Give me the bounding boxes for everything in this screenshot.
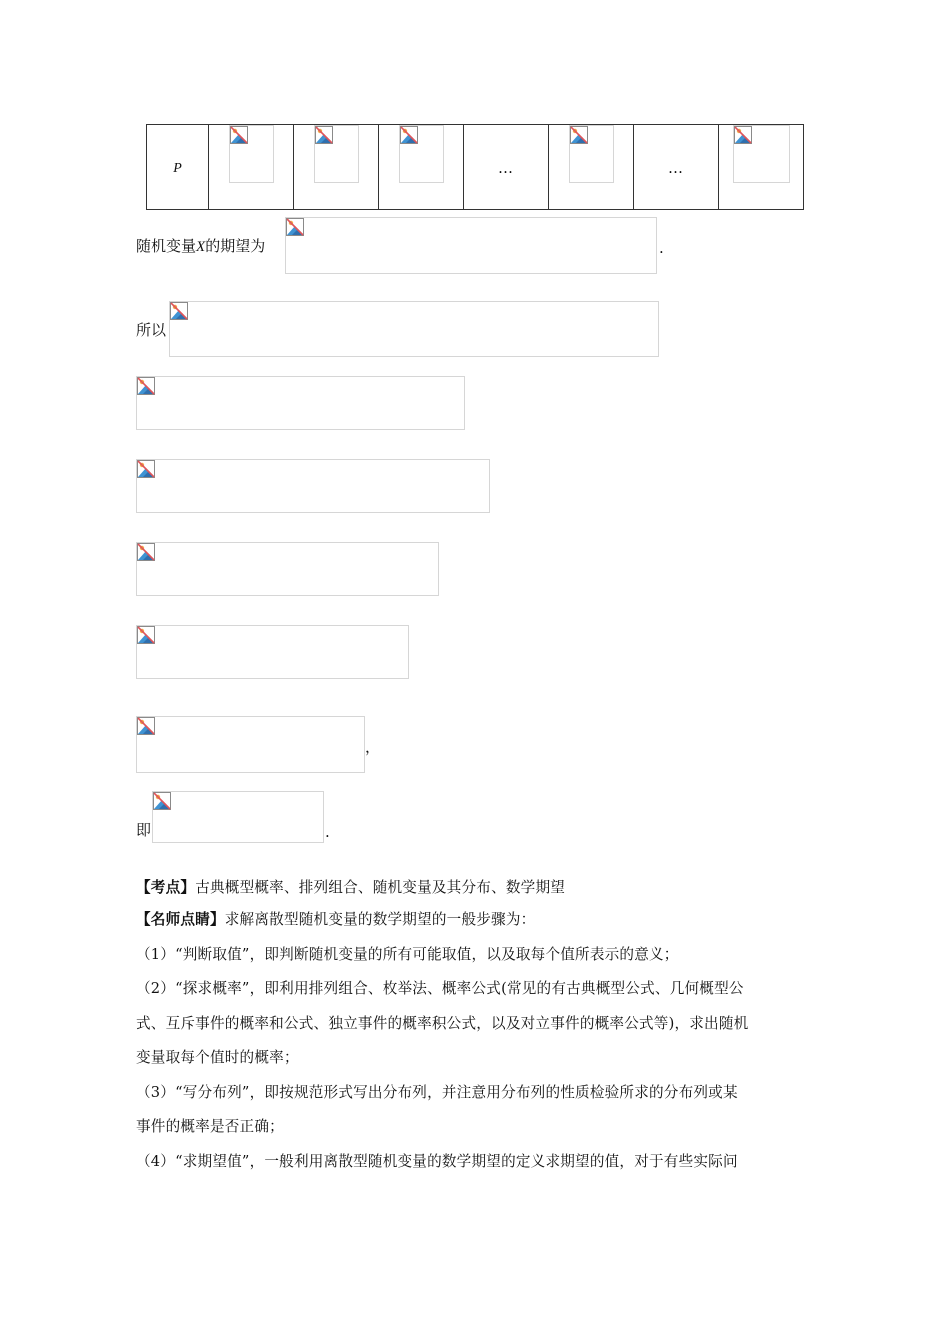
broken-image-icon [315,126,333,144]
step-2-line-3: 变量取每个值时的概率； [136,1049,299,1066]
step-2-line-1: （2）“探求概率”，即利用排列组合、枚举法、概率公式(常见的有古典概型公式、几何概型公 [136,980,744,997]
table-cell [549,125,634,210]
period: . [325,823,330,841]
step-3-line-2: 事件的概率是否正确； [136,1118,284,1135]
formula-image [169,301,659,357]
kaodian-label: 【考点】 [136,879,196,896]
formula-image [569,125,614,183]
table-cell [209,125,294,210]
formula-image [285,217,657,274]
table-cell [294,125,379,210]
formula-image [733,125,790,183]
kaodian-line [136,878,565,898]
formula-image [314,125,359,183]
broken-image-icon [137,717,155,735]
mingshi-text: 求解离散型随机变量的数学期望的一般步骤为： [224,911,536,928]
table-cell-ellipsis [634,125,719,210]
table-cell-ellipsis [464,125,549,210]
broken-image-icon [400,126,418,144]
broken-image-icon [137,626,155,644]
formula-image [136,716,365,773]
distribution-table [146,124,804,210]
broken-image-icon [570,126,588,144]
formula-image [136,542,439,596]
period: . [659,239,664,257]
comma: ， [365,738,381,756]
table-cell [379,125,464,210]
formula-image [136,376,465,430]
formula-image [229,125,274,183]
formula-image [136,459,490,513]
step-3-line-1: （3）“写分布列”，即按规范形式写出分布列，并注意用分布列的性质检验所求的分布列或某 [136,1084,738,1101]
broken-image-icon [230,126,248,144]
broken-image-icon [153,792,171,810]
table-cell [719,125,804,210]
step-1: （1）“判断取值”，即判断随机变量的所有可能取值，以及取每个值所表示的意义； [136,946,679,963]
variable-x: X [196,239,206,255]
broken-image-icon [137,543,155,561]
ji-prefix: 即 [136,821,152,839]
table-cell-row-label [147,125,209,210]
so-prefix: 所以 [136,321,167,339]
ellipsis-text: … [668,158,684,177]
broken-image-icon [137,377,155,395]
broken-image-icon [734,126,752,144]
kaodian-text: 古典概型概率、排列组合、随机变量及其分布、数学期望 [195,879,566,896]
broken-image-icon [286,218,304,236]
mingshi-line [136,910,535,930]
expectation-prefix: 随机变量 [136,237,197,255]
formula-image [136,625,409,679]
formula-image [152,791,324,843]
broken-image-icon [170,302,188,320]
mingshi-label: 【名师点睛】 [136,911,225,928]
formula-image [399,125,444,183]
ellipsis-text: … [498,158,514,177]
broken-image-icon [137,460,155,478]
table-row [147,125,804,210]
expectation-line [136,236,265,257]
expectation-suffix: 的期望为 [205,237,266,255]
row-label-p: P [173,161,182,176]
step-2-line-2: 式、互斥事件的概率和公式、独立事件的概率积公式，以及对立事件的概率公式等)，求出随机 [136,1015,749,1032]
step-4-line-1: （4）“求期望值”，一般利用离散型随机变量的数学期望的定义求期望的值，对于有些实际问 [136,1153,738,1170]
